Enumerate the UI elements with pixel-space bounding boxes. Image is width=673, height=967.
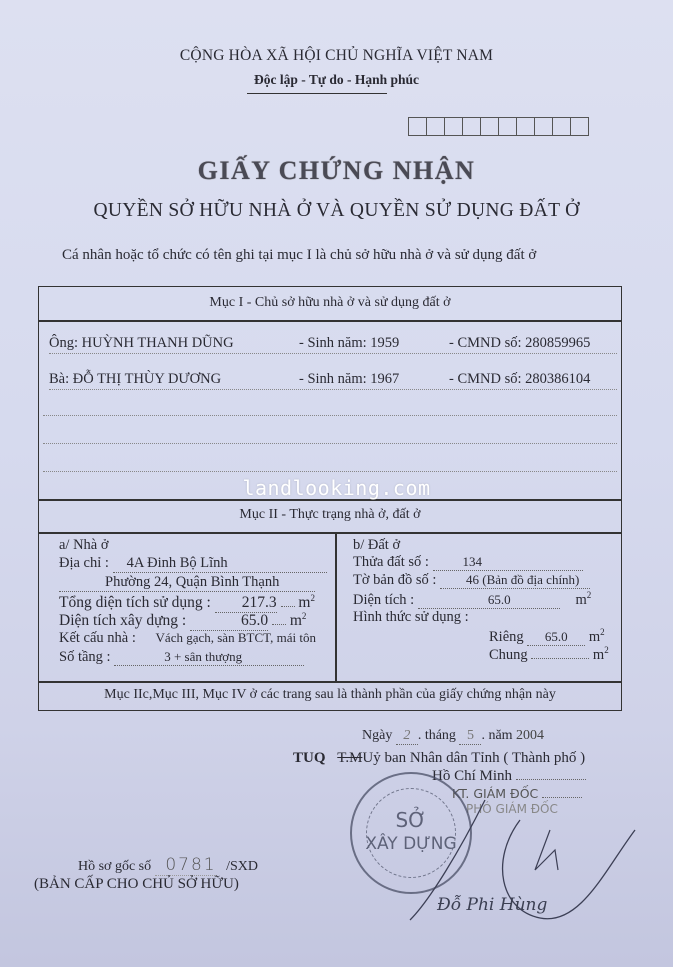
divider bbox=[39, 532, 621, 534]
section1-title: Mục I - Chủ sở hữu nhà ở và sử dụng đất ở bbox=[209, 295, 451, 310]
day-value: 2 bbox=[396, 728, 418, 745]
document-title: GIẤY CHỨNG NHẬN bbox=[197, 156, 476, 185]
dot-fill bbox=[272, 624, 286, 625]
build-area-value: 65.0 bbox=[190, 612, 268, 631]
plot-label: Thửa đất số : bbox=[353, 554, 429, 570]
signer-name: Đỗ Phi Hùng bbox=[437, 895, 548, 915]
issue-date: Ngày 2 . tháng 5 . năm 2004 bbox=[362, 728, 545, 743]
city-value: Hồ Chí Minh bbox=[432, 768, 513, 784]
dot-fill bbox=[516, 779, 586, 780]
map-value: 46 (Bản đồ địa chính) bbox=[440, 572, 590, 589]
private-usage bbox=[489, 627, 605, 646]
serial-box bbox=[517, 118, 535, 135]
serial-box bbox=[427, 118, 445, 135]
year-label: năm bbox=[488, 728, 513, 743]
shared-value bbox=[531, 658, 589, 659]
unit-exponent: 2 bbox=[301, 611, 307, 621]
serial-box bbox=[553, 118, 571, 135]
divider bbox=[39, 681, 621, 683]
record-suffix: /SXD bbox=[226, 859, 259, 874]
land-area bbox=[353, 590, 591, 609]
unit: m bbox=[575, 591, 587, 608]
plot-value: 134 bbox=[433, 554, 583, 571]
house-heading: a/ Nhà ở bbox=[59, 537, 109, 553]
owner-birth-year: - Sinh năm: 1967 bbox=[299, 371, 400, 387]
owner-row bbox=[49, 335, 617, 354]
serial-box bbox=[463, 118, 481, 135]
unit: m bbox=[298, 594, 311, 612]
owner-birth-year: - Sinh năm: 1959 bbox=[299, 335, 400, 351]
address-line2: Phường 24, Quận Bình Thạnh bbox=[59, 574, 315, 592]
address-line1: 4A Đinh Bộ Lĩnh bbox=[113, 555, 327, 573]
motto-underline bbox=[247, 93, 387, 94]
owner-copy-note: (BẢN CẤP CHO CHỦ SỞ HỮU) bbox=[34, 876, 239, 892]
kt-label: KT. GIÁM ĐỐC bbox=[452, 786, 539, 801]
serial-box bbox=[535, 118, 553, 135]
serial-box bbox=[481, 118, 499, 135]
plot-number bbox=[353, 554, 583, 571]
stamp-bottom-text: XÂY DỰNG bbox=[365, 834, 457, 854]
month-label: tháng bbox=[424, 728, 456, 743]
unit-exponent: 2 bbox=[310, 593, 315, 603]
build-area bbox=[59, 611, 306, 631]
record-number-value bbox=[155, 855, 217, 876]
shared-usage bbox=[489, 645, 609, 664]
divider bbox=[39, 320, 621, 322]
record-number-text: 0781 bbox=[165, 855, 217, 875]
nation-header: CỘNG HÒA XÃ HỘI CHỦ NGHĨA VIỆT NAM bbox=[179, 47, 494, 64]
owner-name: Bà: ĐỖ THỊ THÙY DƯƠNG bbox=[49, 371, 222, 387]
unit: m bbox=[289, 612, 302, 630]
owner-id: - CMND số: 280859965 bbox=[449, 335, 591, 351]
floors bbox=[59, 649, 304, 666]
usage-form: Hình thức sử dụng : bbox=[353, 609, 469, 625]
tuq-label: TUQ bbox=[293, 750, 326, 766]
serial-box bbox=[499, 118, 517, 135]
owner-name: Ông: HUỲNH THANH DŨNG bbox=[49, 335, 234, 351]
column-divider bbox=[335, 533, 337, 681]
land-area-value: 65.0 bbox=[418, 592, 560, 609]
floors-value: 3 + sân thượng bbox=[114, 649, 304, 666]
footer-note: Mục IIc,Mục III, Mục IV ở các trang sau là thành phần của giấy chứng nhận này bbox=[104, 687, 556, 702]
deputy-director: PHÓ GIÁM ĐỐC bbox=[466, 802, 558, 816]
city-name bbox=[432, 768, 586, 785]
address-label: Địa chỉ : bbox=[59, 555, 109, 571]
motto: Độc lập - Tự do - Hạnh phúc bbox=[253, 72, 420, 87]
total-area-label: Tổng diện tích sử dụng : bbox=[59, 594, 211, 612]
record-label: Hồ sơ gốc số bbox=[78, 859, 152, 874]
unit: m bbox=[592, 646, 605, 663]
unit-exponent: 2 bbox=[600, 627, 605, 637]
record-number bbox=[78, 855, 258, 876]
document-subtitle: QUYỀN SỞ HỮU NHÀ Ở VÀ QUYỀN SỬ DỤNG ĐẤT Ở bbox=[93, 200, 580, 221]
dot-fill bbox=[281, 606, 295, 607]
structure-label: Kết cấu nhà : bbox=[59, 630, 136, 646]
serial-box bbox=[571, 118, 588, 135]
build-area-label: Diện tích xây dựng : bbox=[59, 612, 187, 630]
owner-row bbox=[49, 371, 617, 390]
month-value: 5 bbox=[459, 728, 481, 745]
blank-line bbox=[43, 471, 617, 472]
serial-box bbox=[409, 118, 427, 135]
private-label: Riêng bbox=[489, 628, 524, 645]
house-address bbox=[59, 555, 327, 573]
land-heading: b/ Đất ở bbox=[353, 537, 401, 553]
map-label: Tờ bản đồ số : bbox=[353, 572, 437, 588]
serial-box bbox=[445, 118, 463, 135]
owner-id: - CMND số: 280386104 bbox=[449, 371, 591, 387]
unit-exponent: 2 bbox=[604, 645, 609, 655]
structure bbox=[59, 630, 316, 647]
authority-line bbox=[293, 750, 585, 767]
year-value: 2004 bbox=[516, 728, 545, 743]
unit-exponent: 2 bbox=[586, 590, 592, 600]
stamp-top-text: SỞ bbox=[395, 808, 427, 832]
map-number bbox=[353, 572, 590, 589]
floors-label: Số tầng : bbox=[59, 649, 111, 665]
authority-name: Uỷ ban Nhân dân Tỉnh ( Thành phố ) bbox=[362, 750, 586, 766]
structure-value: Vách gạch, sàn BTCT, mái tôn bbox=[155, 630, 316, 645]
watermark: landlooking.com bbox=[242, 476, 431, 500]
blank-line bbox=[43, 415, 617, 416]
house-address-line2 bbox=[59, 574, 315, 592]
land-area-label: Diện tích : bbox=[353, 591, 415, 608]
blank-line bbox=[43, 443, 617, 444]
private-value: 65.0 bbox=[527, 629, 585, 646]
tm-struck: T.M bbox=[337, 750, 363, 766]
serial-number-boxes bbox=[408, 117, 589, 136]
unit: m bbox=[588, 628, 601, 645]
intro-text: Cá nhân hoặc tổ chức có tên ghi tại mục I là chủ sở hữu nhà ở và sử dụng đất ở bbox=[62, 247, 537, 263]
total-area-value: 217.3 bbox=[215, 594, 277, 613]
shared-label: Chung bbox=[489, 646, 528, 663]
day-label: Ngày bbox=[362, 728, 393, 743]
section2-title: Mục II - Thực trạng nhà ở, đất ở bbox=[239, 507, 421, 522]
